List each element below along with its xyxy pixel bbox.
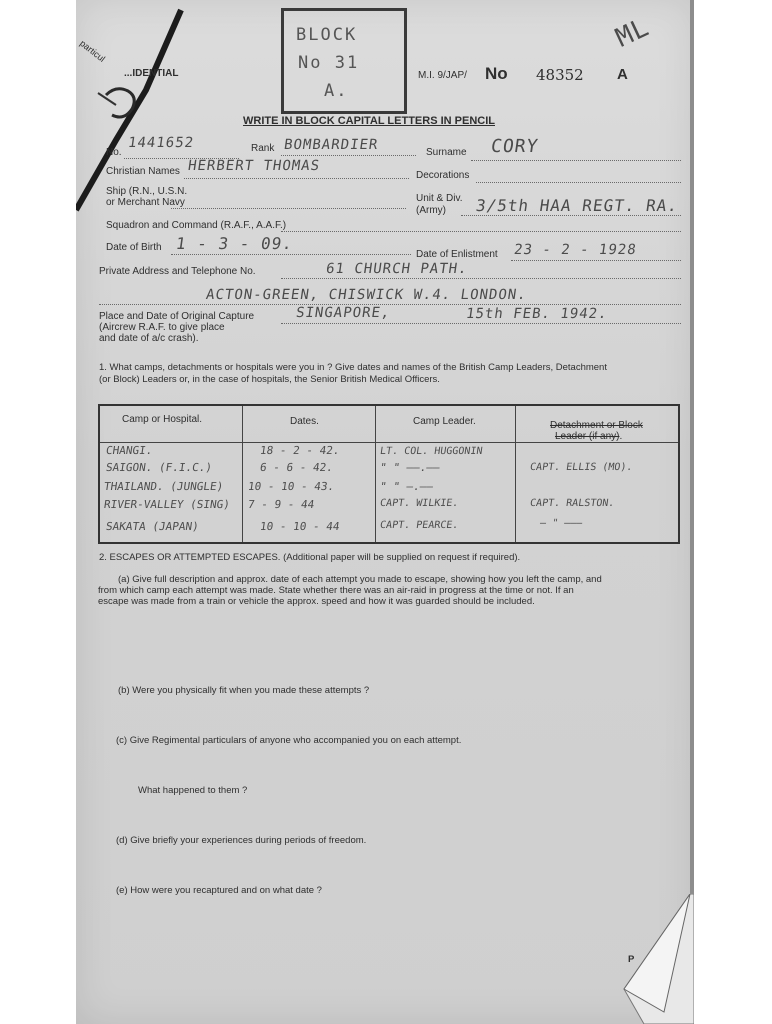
row2-camp: SAIGON. (F.I.C.) — [105, 461, 213, 474]
ship-label-1: Ship (R.N., U.S.N. — [106, 186, 188, 197]
enlistment-value: 23 - 2 - 1928 — [512, 242, 638, 258]
stamp-line-2: No 31 — [298, 53, 360, 73]
christian-names-value: HERBERT THOMAS — [186, 158, 322, 174]
row2-leader: " " ——.—— — [379, 461, 441, 474]
table-header-detachment-2: Leader (if any). — [555, 431, 623, 442]
number-prefix: No — [485, 64, 508, 83]
q2-d: (d) Give briefly your experiences during periods of freedom. — [116, 835, 367, 846]
row4-detachment: CAPT. RALSTON. — [529, 498, 616, 509]
unit-label-1: Unit & Div. — [416, 193, 463, 204]
q2-c-what-happened: What happened to them ? — [138, 785, 248, 796]
q2-a-line-2: from which camp each attempt was made. State whether there was an air-raid in progress at the time or not. If an — [98, 585, 574, 596]
q1-text-1: 1. What camps, detachments or hospitals were you in ? Give dates and names of the British Camp Leaders, Detachment — [99, 362, 607, 373]
row5-leader: CAPT. PEARCE. — [379, 520, 460, 531]
row5-detachment: — " ——— — [539, 518, 583, 529]
rank-value: BOMBARDIER — [282, 137, 380, 153]
q2-c: (c) Give Regimental particulars of anyone who accompanied you on each attempt. — [116, 735, 462, 746]
row4-date: 7 - 9 - 44 — [247, 498, 316, 511]
page-footer-letter: P — [628, 954, 635, 965]
capture-label-3: and date of a/c crash). — [99, 333, 199, 344]
address-label: Private Address and Telephone No. — [99, 266, 256, 277]
row3-date: 10 - 10 - 43. — [247, 480, 336, 493]
table-header-detachment: Detachment or Block — [550, 420, 643, 431]
christian-names-label: Christian Names — [106, 166, 180, 177]
series-letter: A — [617, 66, 628, 83]
row1-leader: LT. COL. HUGGONIN — [379, 446, 484, 457]
row4-leader: CAPT. WILKIE. — [379, 498, 460, 509]
row2-date: 6 - 6 - 42. — [259, 461, 334, 474]
unit-value: 3/5th HAA REGT. RA. — [474, 196, 680, 215]
q2-b: (b) Were you physically fit when you made these attempts ? — [118, 685, 370, 696]
unit-label-2: (Army) — [416, 205, 446, 216]
handwritten-initials: ML — [611, 12, 655, 54]
row4-camp: RIVER-VALLEY (SING) — [103, 498, 231, 511]
capture-label-1: Place and Date of Original Capture — [99, 311, 255, 322]
surname-label: Surname — [426, 147, 467, 158]
sheet-edge — [690, 0, 694, 1024]
form-number: 48352 — [536, 66, 584, 84]
stamp-line-3: A. — [324, 81, 349, 101]
q2-a-line-1: (a) Give full description and approx. date of each attempt you made to escape, showing how you left the camp, and — [118, 574, 602, 585]
row5-date: 10 - 10 - 44 — [259, 520, 341, 533]
table-header-dates: Dates. — [290, 416, 319, 427]
form-sheet — [76, 0, 694, 1024]
ship-label-2: or Merchant Navy — [106, 197, 185, 208]
decorations-label: Decorations — [416, 170, 470, 181]
row1-date: 18 - 2 - 42. — [259, 444, 341, 457]
no-label: No. — [106, 147, 122, 158]
row3-camp: THAILAND. (JUNGLE) — [103, 480, 225, 493]
confidential-label: ...IDENTIAL — [124, 68, 179, 79]
form-code: M.I. 9/JAP/ — [418, 70, 467, 81]
q2-title: 2. ESCAPES OR ATTEMPTED ESCAPES. (Additional paper will be supplied on request if required). — [99, 552, 521, 563]
camps-table — [98, 404, 680, 544]
q1-text-2: (or Block) Leaders or, in the case of hospitals, the Senior British Medical Officers. — [99, 374, 440, 385]
capture-label-2: (Aircrew R.A.F. to give place — [99, 322, 225, 333]
no-value: 1441652 — [126, 135, 196, 151]
row3-leader: " " —.—— — [379, 480, 434, 493]
instruction-heading: WRITE IN BLOCK CAPITAL LETTERS IN PENCIL — [243, 115, 495, 127]
rank-label: Rank — [251, 143, 275, 154]
surname-value: CORY — [489, 136, 540, 157]
row1-camp: CHANGI. — [105, 444, 154, 457]
dob-label: Date of Birth — [106, 242, 162, 253]
enlistment-label: Date of Enlistment — [416, 249, 498, 260]
q2-e: (e) How were you recaptured and on what date ? — [116, 885, 322, 896]
table-header-camp: Camp or Hospital. — [122, 414, 203, 425]
capture-date: 15th FEB. 1942. — [464, 306, 609, 322]
stamp-line-1: BLOCK — [296, 25, 358, 45]
address-line-1: 61 CHURCH PATH. — [324, 261, 469, 277]
folded-corner-icon — [604, 894, 694, 1024]
dob-value: 1 - 3 - 09. — [174, 234, 295, 253]
table-header-leader: Camp Leader. — [413, 416, 476, 427]
squadron-label: Squadron and Command (R.A.F., A.A.F.) — [106, 220, 287, 231]
leader-if-any-struck: Leader (if any) — [555, 431, 620, 442]
corner-text: particul — [77, 38, 108, 64]
row2-detachment: CAPT. ELLIS (MO). — [529, 462, 634, 473]
address-line-2: ACTON-GREEN, CHISWICK W.4. LONDON. — [204, 287, 528, 303]
row5-camp: SAKATA (JAPAN) — [105, 520, 200, 533]
block-stamp — [281, 8, 407, 114]
capture-place: SINGAPORE, — [294, 305, 392, 321]
q2-a-line-3: escape was made from a train or vehicle the approx. speed and how it was guarded should be included. — [98, 596, 535, 607]
